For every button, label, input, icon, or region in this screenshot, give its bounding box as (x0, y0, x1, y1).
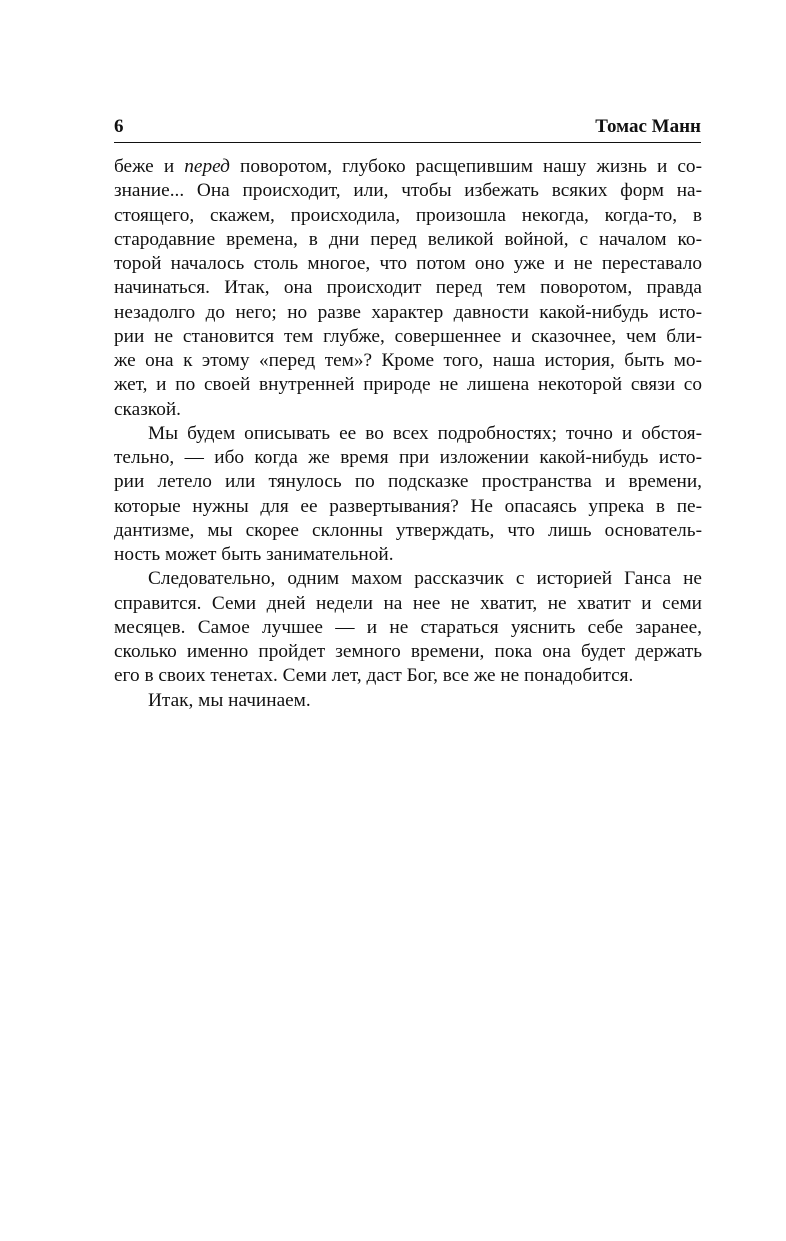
text-line: сколько именно пройдет земного времени, пока она будет держать (114, 641, 702, 662)
paragraph-first-line: Мы будем описывать ее во всех подробностях; точно и обстоя- (148, 422, 702, 444)
text-line (114, 155, 702, 179)
paragraph-last-line: сказкой. (114, 398, 181, 420)
text-line: которые нужны для ее развертывания? Не опасаясь упрека в пе- (114, 495, 702, 517)
text-line: торой началось столь многое, что потом оно уже и не переставало (114, 253, 702, 274)
text-line: стоящего, скажем, происходила, произошла некогда, когда-то, в (114, 204, 702, 226)
text-fragment: поворотом, глубоко расщепившим нашу жизнь и со- (229, 156, 702, 177)
text-line: жет, и по своей внутренней природе не лишена некоторой связи со (114, 374, 702, 396)
text-fragment: беже и (114, 156, 185, 177)
text-line: справится. Семи дней недели на нее не хватит, не хватит и семи (114, 592, 702, 614)
page-number: 6 (114, 116, 124, 137)
paragraph-last-line: ность может быть занимательной. (114, 544, 394, 565)
text-line: незадолго до него; но разве характер давности какой-нибудь исто- (114, 301, 702, 323)
text-line: рии летело или тянулось по подсказке пространства и времени, (114, 471, 702, 493)
text-line: месяцев. Самое лучшее — и не стараться уяснить себе заранее, (114, 616, 702, 638)
text-line: знание... Она происходит, или, чтобы избежать всяких форм на- (114, 180, 702, 202)
text-line: начинаться. Итак, она происходит перед тем поворотом, правда (114, 277, 702, 299)
running-head (114, 112, 701, 143)
text-line: дантизме, мы скорее склонны утверждать, что лишь основатель- (114, 519, 702, 541)
text-line: рии не становится тем глубже, совершеннее и сказочнее, чем бли- (114, 325, 702, 347)
paragraph-last-line: его в своих тенетах. Семи лет, даст Бог, все же не понадобится. (114, 665, 634, 687)
author-name: Томас Манн (595, 116, 701, 137)
paragraph-single-line: Итак, мы начинаем. (148, 689, 311, 711)
text-line: же она к этому «перед тем»? Кроме того, наша история, быть мо- (114, 350, 702, 371)
text-line: стародавние времена, в дни перед великой войной, с началом ко- (114, 228, 702, 250)
text-line: тельно, — ибо когда же время при изложении какой-нибудь исто- (114, 447, 702, 468)
paragraph-first-line: Следовательно, одним махом рассказчик с историей Ганса не (148, 568, 702, 590)
emphasized-word: перед (184, 156, 230, 177)
body-text (114, 155, 702, 713)
